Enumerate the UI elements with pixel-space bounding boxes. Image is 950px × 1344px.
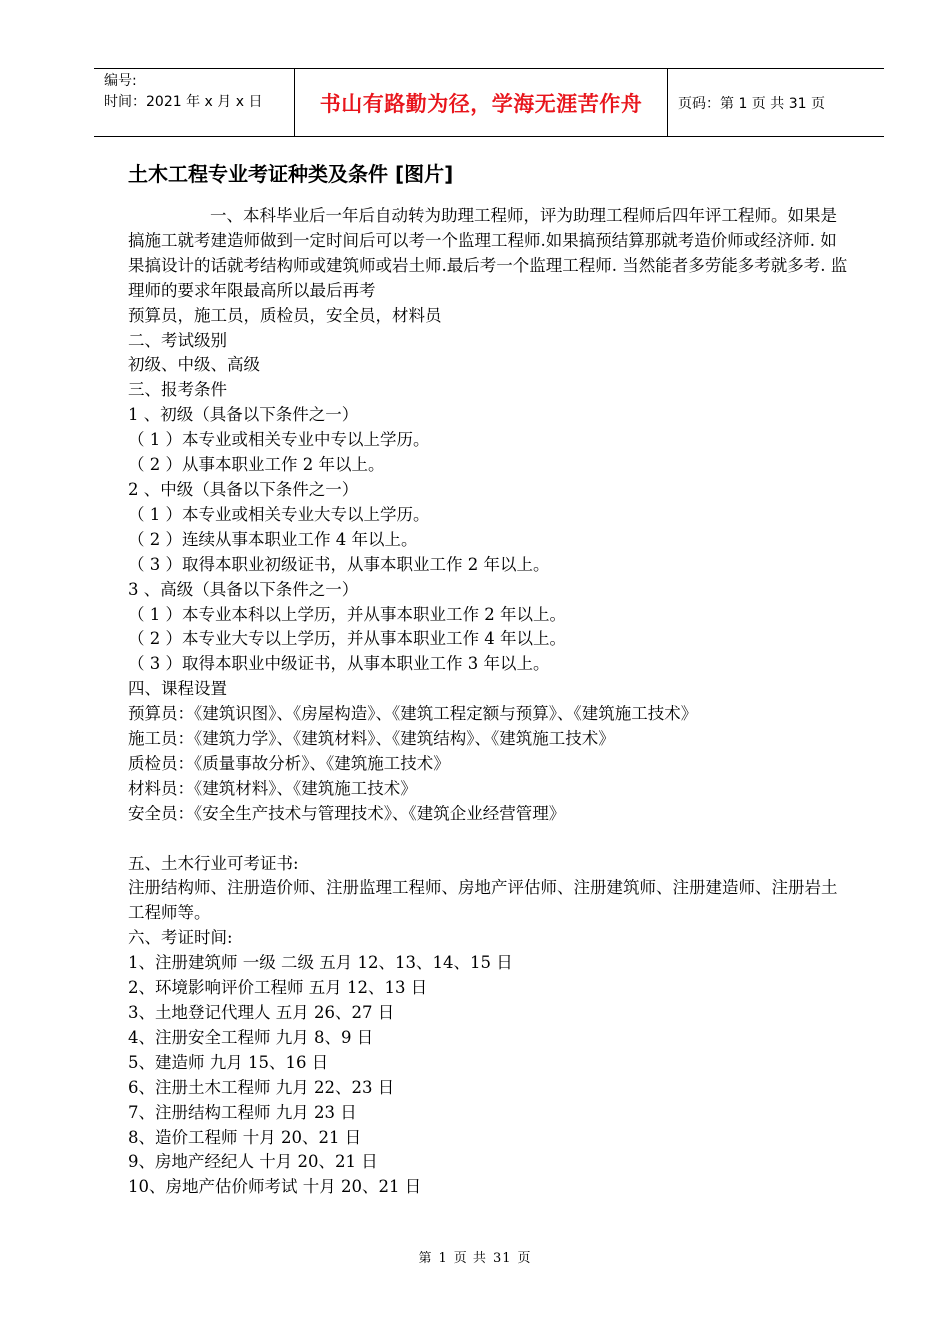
paragraph: 预算员，施工员，质检员，安全员，材料员 <box>128 305 442 325</box>
paragraph: （ 3 ）取得本职业中级证书，从事本职业工作 3 年以上。 <box>128 654 550 674</box>
paragraph: 预算员：《建筑识图》、《房屋构造》、《建筑工程定额与预算》、《建筑施工技术》 <box>128 704 698 724</box>
list-item: 4、注册安全工程师 九月 8、9 日 <box>128 1027 374 1047</box>
page-footer <box>0 1247 950 1266</box>
footer-total-pages: 31 <box>492 1251 512 1266</box>
paragraph: 2 、中级（具备以下条件之一） <box>128 479 359 499</box>
list-item: 5、建造师 九月 15、16 日 <box>128 1052 329 1072</box>
header-page-label: 页码：第 1 页 共 31 页 <box>678 95 825 112</box>
list-item: 10、房地产估价师考试 十月 20、21 日 <box>128 1177 422 1197</box>
list-item: 7、注册结构工程师 九月 23 日 <box>128 1102 357 1122</box>
paragraph: （ 3 ）取得本职业初级证书，从事本职业工作 2 年以上。 <box>128 554 550 574</box>
section-heading: 四、课程设置 <box>128 679 227 699</box>
list-item: 6、注册土木工程师 九月 22、23 日 <box>128 1077 395 1097</box>
paragraph: 施工员：《建筑力学》、《建筑材料》、《建筑结构》、《建筑施工技术》 <box>128 729 615 749</box>
footer-prefix: 第 <box>418 1251 433 1266</box>
paragraph: 一、本科毕业后一年后自动转为助理工程师，评为助理工程师后四年评工程师。如果是搞施工就考建造师做到一定时间后可以考一个监理工程师.如果搞预结算那就考造价师或经济师. 如果搞设计的话就考结构师或建筑师或岩土师.最后考一个监理工程师. 当然能者多劳能多考就多考. 监理师的要求年限最高所以最后再考 <box>128 206 848 300</box>
paragraph: （ 1 ）本专业或相关专业中专以上学历。 <box>128 430 430 450</box>
paragraph: （ 2 ）连续从事本职业工作 4 年以上。 <box>128 529 418 549</box>
list-item: 3、土地登记代理人 五月 26、27 日 <box>128 1002 395 1022</box>
list-item: 1、注册建筑师 一级 二级 五月 12、13、14、15 日 <box>128 953 513 973</box>
header-meta <box>94 69 295 136</box>
paragraph: （ 2 ）从事本职业工作 2 年以上。 <box>128 455 385 475</box>
paragraph: （ 1 ）本专业本科以上学历，并从事本职业工作 2 年以上。 <box>128 604 566 624</box>
paragraph: 1 、初级（具备以下条件之一） <box>128 405 359 425</box>
header-code-label: 编号: <box>104 73 137 89</box>
paragraph: （ 1 ）本专业或相关专业大专以上学历。 <box>128 504 430 524</box>
footer-page-number: 1 <box>438 1251 448 1266</box>
document-header <box>94 68 884 137</box>
header-motto: 书山有路勤为径，学海无涯苦作舟 <box>295 69 668 136</box>
section-heading: 六、考证时间: <box>128 928 233 948</box>
blank-line <box>128 827 850 852</box>
list-item: 9、房地产经纪人 十月 20、21 日 <box>128 1152 378 1172</box>
section-heading: 二、考试级别 <box>128 330 227 350</box>
paragraph: 材料员：《建筑材料》、《建筑施工技术》 <box>128 778 417 798</box>
header-time-label: 时间：2021 年 x 月 x 日 <box>104 94 263 110</box>
document-title: 土木工程专业考证种类及条件 [图片] <box>128 162 454 186</box>
paragraph: （ 2 ）本专业大专以上学历，并从事本职业工作 4 年以上。 <box>128 629 566 649</box>
document-body <box>128 204 850 1200</box>
footer-mid: 页 共 <box>453 1251 487 1266</box>
footer-suffix: 页 <box>517 1251 532 1266</box>
list-item: 2、环境影响评价工程师 五月 12、13 日 <box>128 978 428 998</box>
section-heading: 三、报考条件 <box>128 380 227 400</box>
section-heading: 五、土木行业可考证书: <box>128 853 299 873</box>
paragraph: 注册结构师、注册造价师、注册监理工程师、房地产评估师、注册建筑师、注册建造师、注册岩土工程师等。 <box>128 878 838 923</box>
paragraph: 质检员：《质量事故分析》、《建筑施工技术》 <box>128 753 450 773</box>
paragraph: 安全员：《安全生产技术与管理技术》、《建筑企业经营管理》 <box>128 803 566 823</box>
paragraph: 初级、中级、高级 <box>128 355 260 375</box>
list-item: 8、造价工程师 十月 20、21 日 <box>128 1127 362 1147</box>
paragraph: 3 、高级（具备以下条件之一） <box>128 579 359 599</box>
